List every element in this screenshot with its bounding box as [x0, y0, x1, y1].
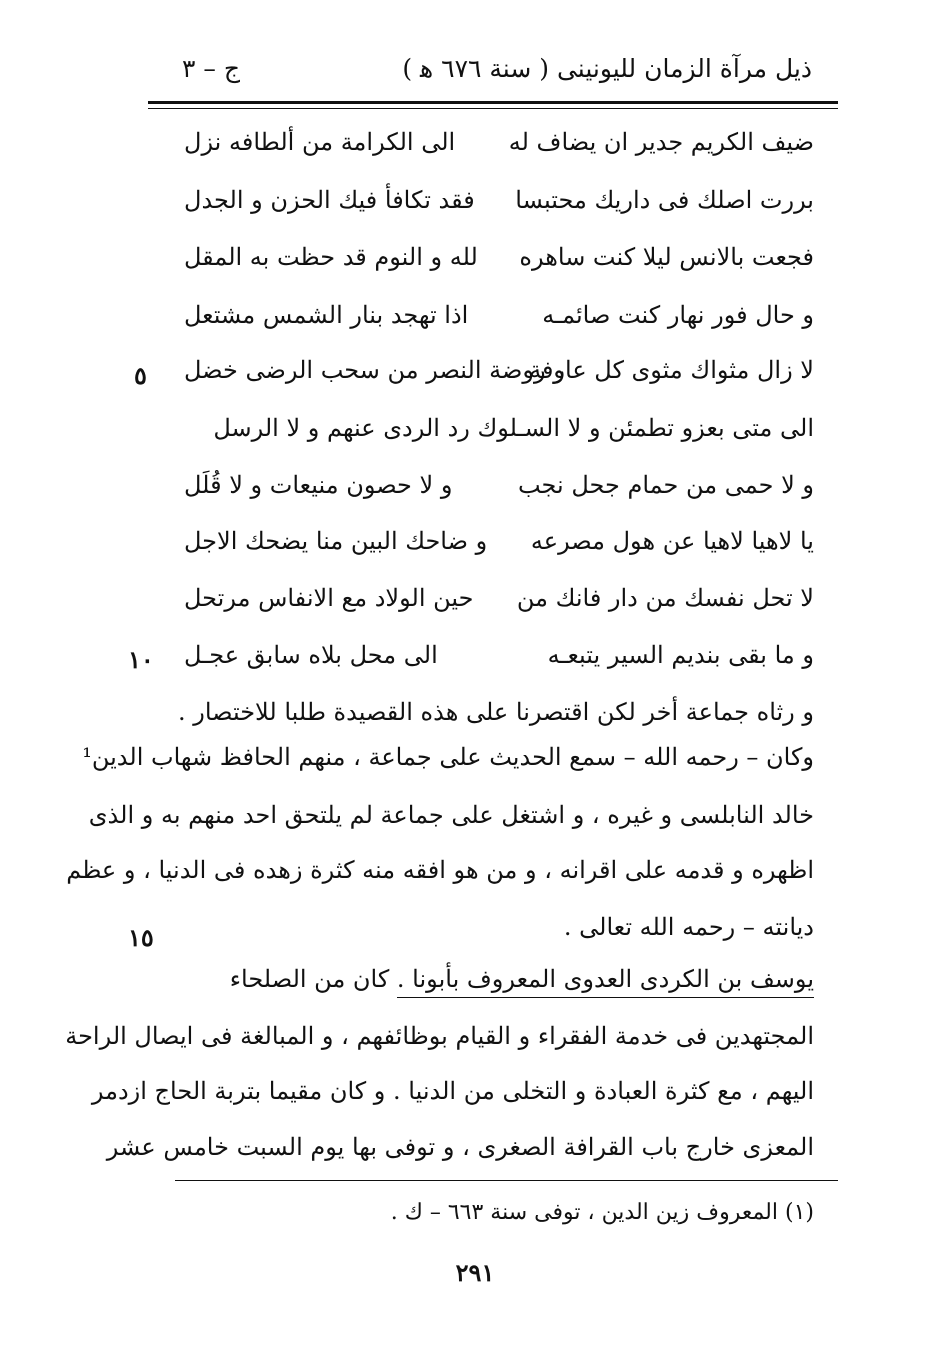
verse-first-hemistich: فجعت بالانس ليلا كنت ساهره [519, 243, 814, 271]
running-header-volume: ج – ٣ [182, 54, 240, 83]
prose-line: وكان – رحمه الله – سمع الحديث على جماعة ، منهم الحافظ شهاب الدين¹ [82, 743, 814, 771]
verse-line [184, 186, 814, 226]
header-rule-thin [148, 108, 838, 109]
prose-line: المجتهدين فى خدمة الفقراء و القيام بوظائفهم ، و المبالغة فى ايصال الراحة [65, 1022, 814, 1050]
verse-first-hemistich: و لا حمى من حمام جحل نجب [517, 471, 814, 499]
verse-second-hemistich: الى الكرامة من ألطافه نزل [184, 128, 456, 156]
verse-second-hemistich: و روضة النصر من سحب الرضى خضل [184, 356, 565, 384]
footnote-rule [175, 1180, 838, 1181]
verse-first-hemistich: بررت اصلك فى داريك محتبسا [515, 186, 814, 214]
line-number: ١٥ [128, 923, 154, 952]
prose-line: اظهره و قدمه على اقرانه ، و من هو افقه منه كثرة زهده فى الدنيا ، و عظم [66, 856, 814, 884]
verse-first-hemistich: ضيف الكريم جدير ان يضاف له [508, 128, 814, 156]
verse-line [184, 243, 814, 283]
entry-line [230, 965, 814, 993]
verse-second-hemistich: فقد تكافأ فيك الحزن و الجدل [184, 186, 475, 214]
running-header-title: ذيل مرآة الزمان لليونينى ( سنة ٦٧٦ ﻫ ) [402, 54, 812, 83]
verse-line [184, 356, 814, 396]
verse-first-hemistich: لا زال مثواك مثوى كل عارفة [529, 356, 814, 384]
entry-heading-rest: كان من الصلحاء [229, 965, 397, 993]
verse-second-hemistich: اذا تهجد بنار الشمس مشتعل [184, 301, 469, 329]
line-number: ١٠ [128, 645, 154, 674]
verse-full-line: الى متى بعزو تطمئن و لا السـلوك رد الردى عنهم و لا الرسل [213, 414, 814, 442]
verse-first-hemistich: و حال فور نهار كنت صائمـه [542, 301, 814, 329]
verse-second-hemistich: لله و النوم قد حظت به المقل [184, 243, 478, 271]
header-rule [148, 101, 838, 104]
verse-first-hemistich: يا لاهيا لاهيا عن هول مصرعه [530, 527, 814, 555]
verse-second-hemistich: و لا حصون منيعات و لا قُلَل [184, 471, 453, 499]
verse-line [184, 584, 814, 624]
prose-line: المعزى خارج باب القرافة الصغرى ، و توفى بها يوم السبت خامس عشر [106, 1133, 814, 1161]
page-number: ٢٩١ [455, 1258, 495, 1287]
verse-line [184, 527, 814, 567]
verse-line [184, 301, 814, 341]
prose-line: اليهم ، مع كثرة العبادة و التخلى من الدنيا . و كان مقيما بتربة الحاج ازدمر [91, 1077, 814, 1105]
verse-second-hemistich: و ضاحك البين منا يضحك الاجل [184, 527, 488, 555]
line-number: ٥ [134, 361, 147, 390]
verse-second-hemistich: حين الولاد مع الانفاس مرتحل [184, 584, 474, 612]
verse-line [184, 414, 814, 454]
verse-line [184, 128, 814, 168]
prose-line: خالد النابلسى و غيره ، و اشتغل على جماعة لم يلتحق احد منهم به و الذى [88, 801, 814, 829]
verse-first-hemistich: لا تحل نفسك من دار فانك من [516, 584, 814, 612]
entry-heading: يوسف بن الكردى العدوى المعروف بأبونا . [397, 965, 814, 998]
verse-second-hemistich: الى محل بلاه سابق عجـل [184, 641, 438, 669]
verse-line [184, 641, 814, 681]
prose-line: ديانته – رحمه الله تعالى . [563, 913, 814, 941]
verse-first-hemistich: و ما بقى بنديم السير يتبعـه [547, 641, 814, 669]
footnote: (١) المعروف زين الدين ، توفى سنة ٦٦٣ – ك . [390, 1200, 814, 1225]
prose-line: و رثاه جماعة أخر لكن اقتصرنا على هذه القصيدة طلبا للاختصار . [178, 698, 814, 726]
verse-line [184, 471, 814, 511]
